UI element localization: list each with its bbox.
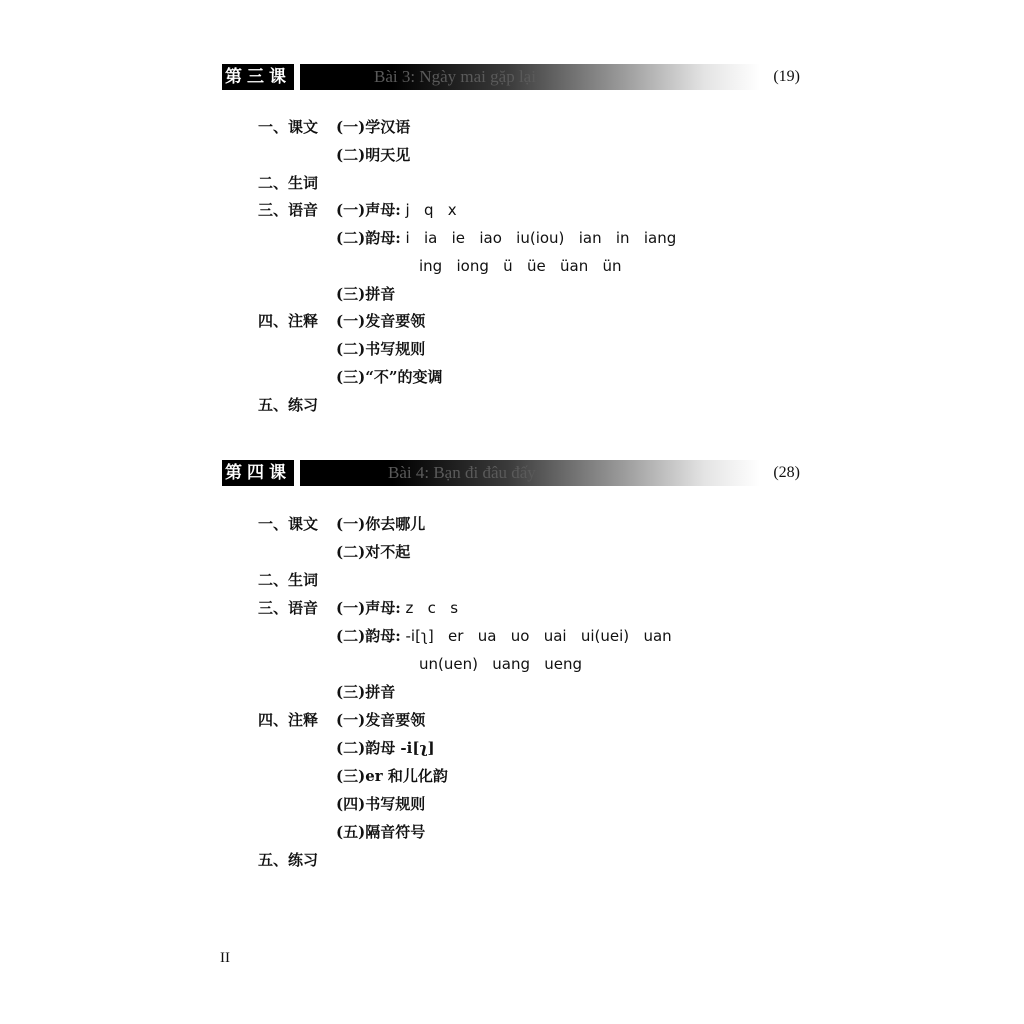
lesson-3-label: 第三课: [222, 64, 294, 90]
l3-section-exercises: 五、练习: [258, 396, 319, 414]
l4-section-vocabulary: 二、生词: [258, 571, 319, 589]
lesson-4-title: Bài 4: Bạn đi đâu đấy: [388, 463, 536, 482]
l4-section-exercises: 五、练习: [258, 851, 319, 869]
l3-notes-item-1: (一)发音要领: [336, 312, 426, 330]
l4-section-notes: 四、注释: [258, 711, 319, 729]
l4-section-phonetics: 三、语音: [258, 599, 319, 617]
l4-text-item-1: (一)你去哪儿: [336, 515, 426, 533]
l3-finals-label: (二)韵母:: [336, 229, 401, 247]
l3-section-notes: 四、注释: [258, 312, 319, 330]
l3-notes-item-2: (二)书写规则: [336, 340, 426, 358]
l4-finals: [336, 625, 672, 647]
l3-initials: [336, 199, 457, 221]
l3-initials-label: (一)声母:: [336, 201, 401, 219]
l3-pinyin-item: (三)拼音: [336, 285, 396, 303]
l4-notes-item-3: (三)er 和儿化韵: [336, 767, 448, 785]
l3-finals-pinyin: i ia ie iao iu(iou) ian in iang: [400, 229, 677, 247]
lesson-4-header: [222, 460, 800, 486]
l4-initials-pinyin: z c s: [400, 599, 459, 617]
l3-text-item-2: (二)明天见: [336, 146, 411, 164]
l4-notes-item-2: (二)韵母 -i[ʅ]: [336, 739, 435, 757]
l4-finals-continued: un(uen) uang ueng: [419, 655, 583, 673]
l3-finals-continued: ing iong ü üe üan ün: [419, 257, 622, 275]
l4-finals-pinyin: -i[ʅ] er ua uo uai ui(uei) uan: [400, 627, 672, 645]
l4-initials: [336, 597, 458, 619]
l4-notes-item-5: (五)隔音符号: [336, 823, 426, 841]
l3-section-vocabulary: 二、生词: [258, 174, 319, 192]
l3-section-phonetics: 三、语音: [258, 201, 319, 219]
lesson-3-title: Bài 3: Ngày mai gặp lại: [374, 67, 536, 86]
l4-section-text: 一、课文: [258, 515, 319, 533]
l4-text-item-2: (二)对不起: [336, 543, 411, 561]
l3-section-text: 一、课文: [258, 118, 319, 136]
l4-notes-item-4: (四)书写规则: [336, 795, 426, 813]
lesson-3-page-ref: (19): [773, 68, 800, 85]
l4-finals-label: (二)韵母:: [336, 627, 401, 645]
l4-initials-label: (一)声母:: [336, 599, 401, 617]
l4-notes-item-1: (一)发音要领: [336, 711, 426, 729]
l4-pinyin-item: (三)拼音: [336, 683, 396, 701]
lesson-4-page-ref: (28): [773, 464, 800, 481]
lesson-3-header: [222, 64, 800, 90]
lesson-4-label: 第四课: [222, 460, 294, 486]
l3-finals: [336, 227, 676, 249]
l3-text-item-1: (一)学汉语: [336, 118, 411, 136]
l3-initials-pinyin: j q x: [400, 201, 457, 219]
l3-notes-item-3: (三)“不”的变调: [336, 368, 443, 386]
page-number: II: [220, 950, 230, 966]
